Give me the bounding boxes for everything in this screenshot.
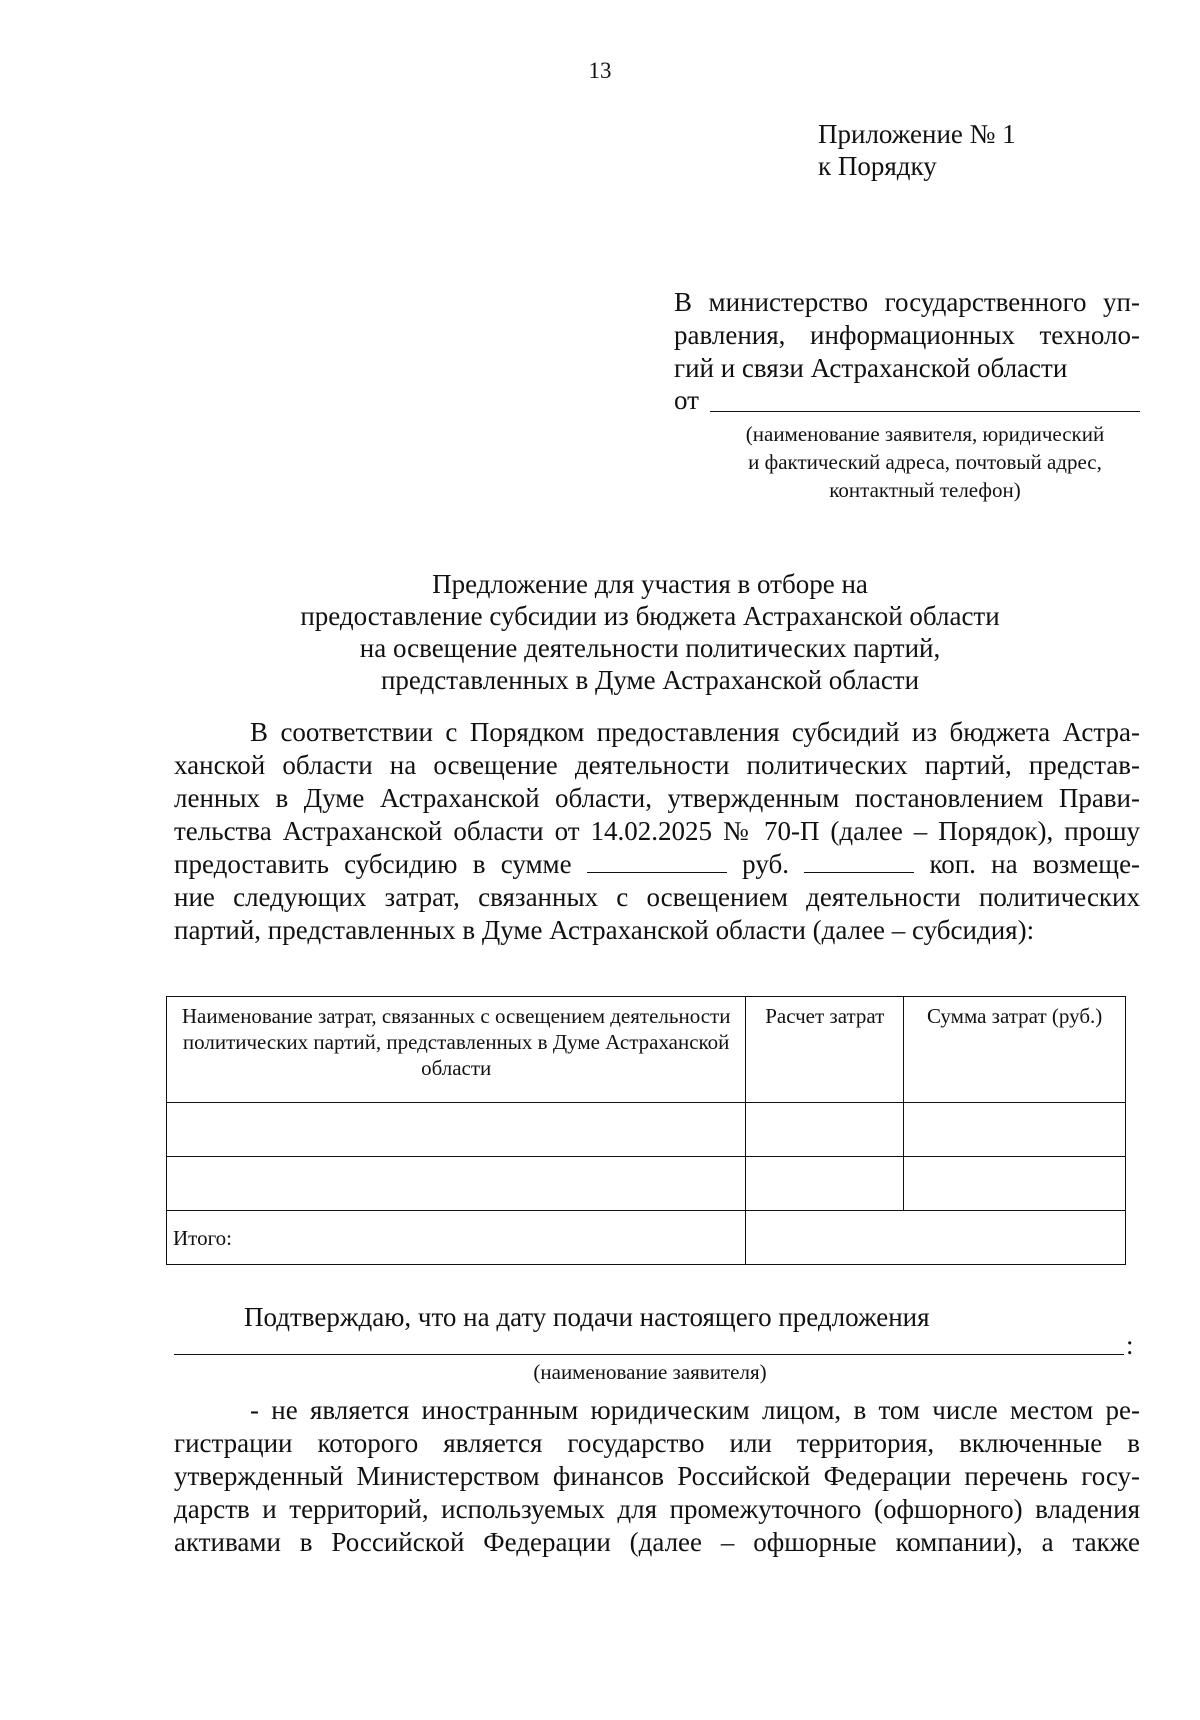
title-line-3: на освещение деятельности политических партий, — [359, 633, 941, 663]
table-cell — [904, 1157, 1126, 1211]
bullet-line-5: активами в Российской Федерации (далее – офшорные компании), а также — [174, 1527, 1140, 1557]
intro-line-3: ленных в Думе Астраханской области, утвержденным постановлением Прави- — [174, 783, 1140, 813]
bullet-line-2: гистрации которого является государство или территория, включенные в — [174, 1428, 1140, 1458]
appendix-line-2: к Порядку — [818, 151, 937, 181]
addressee-block — [674, 286, 1140, 385]
addressee-line-2: равления, информационных техноло- — [674, 320, 1140, 350]
total-label: Итого: — [167, 1211, 746, 1265]
page-number: 13 — [588, 58, 612, 83]
intro-line-7: партий, представленных в Думе Астраханской области (далее – субсидия): — [174, 915, 1035, 945]
header-cost-calculation: Расчет затрат — [746, 997, 904, 1103]
table-cell — [167, 1103, 746, 1157]
bullet-line-3: утвержденный Министерством финансов Российской Федерации перечень госу- — [174, 1461, 1140, 1491]
table-total-row — [167, 1211, 1126, 1265]
confirmation-colon: : — [1126, 1330, 1134, 1360]
costs-table — [166, 996, 1126, 1265]
appendix-line-1: Приложение № 1 — [818, 119, 1016, 149]
header-cost-sum: Сумма затрат (руб.) — [904, 997, 1126, 1103]
intro-line-2: ханской области на освещение деятельности политических партий, представ- — [174, 750, 1140, 780]
rubles-blank — [587, 850, 727, 873]
appendix-heading — [818, 118, 1016, 182]
applicant-note-line-2: и фактический адреса, почтовый адрес, — [748, 450, 1102, 474]
title-line-2: предоставление субсидии из бюджета Астраханской области — [300, 601, 1000, 631]
applicant-field-note — [700, 420, 1150, 504]
total-value-cell — [746, 1211, 1126, 1265]
applicant-note-line-1: (наименование заявителя, юридический — [745, 422, 1105, 446]
title-line-4: представленных в Думе Астраханской области — [380, 665, 920, 695]
bullet-paragraph — [174, 1394, 1140, 1559]
kopecks-blank — [804, 850, 914, 873]
applicant-blank-line — [710, 411, 1140, 412]
amount-label: предоставить субсидию в сумме — [174, 849, 572, 879]
applicant-note-line-3: контактный телефон) — [829, 478, 1021, 502]
table-cell — [746, 1157, 904, 1211]
intro-line-5 — [174, 848, 1140, 881]
rubles-label: руб. — [742, 849, 789, 879]
addressee-line-3: гий и связи Астраханской области — [674, 353, 1068, 383]
table-row — [167, 1103, 1126, 1157]
table-row — [167, 1157, 1126, 1211]
document-title — [240, 568, 1060, 696]
confirmation-text: Подтверждаю, что на дату подачи настоящего предложения — [244, 1302, 930, 1332]
addressee-line-1: В министерство государственного уп- — [674, 287, 1140, 317]
header-cost-name: Наименование затрат, связанных с освещением деятельности политических партий, представленных в Думе Астраханской области — [167, 997, 746, 1103]
kopecks-label: коп. на возмеще- — [929, 849, 1141, 879]
from-label: от — [674, 385, 699, 415]
bullet-line-4: дарств и территорий, используемых для промежуточного (офшорного) владения — [174, 1494, 1140, 1524]
intro-line-1: В соответствии с Порядком предоставления субсидий из бюджета Астра- — [250, 717, 1140, 747]
applicant-name-blank-line — [174, 1354, 1124, 1355]
table-cell — [167, 1157, 746, 1211]
applicant-name-note: (наименование заявителя) — [533, 1360, 767, 1384]
intro-line-4: тельства Астраханской области от 14.02.2025 № 70-П (далее – Порядок), прошу — [174, 816, 1140, 846]
title-line-1: Предложение для участия в отборе на — [432, 569, 868, 599]
intro-line-6: ние следующих затрат, связанных с освещением деятельности политических — [174, 882, 1140, 912]
bullet-line-1: - не является иностранным юридическим лицом, в том числе местом ре- — [250, 1395, 1140, 1425]
table-cell — [746, 1103, 904, 1157]
table-header-row — [167, 997, 1126, 1103]
from-field — [674, 385, 1140, 419]
table-cell — [904, 1103, 1126, 1157]
intro-paragraph — [174, 716, 1140, 947]
